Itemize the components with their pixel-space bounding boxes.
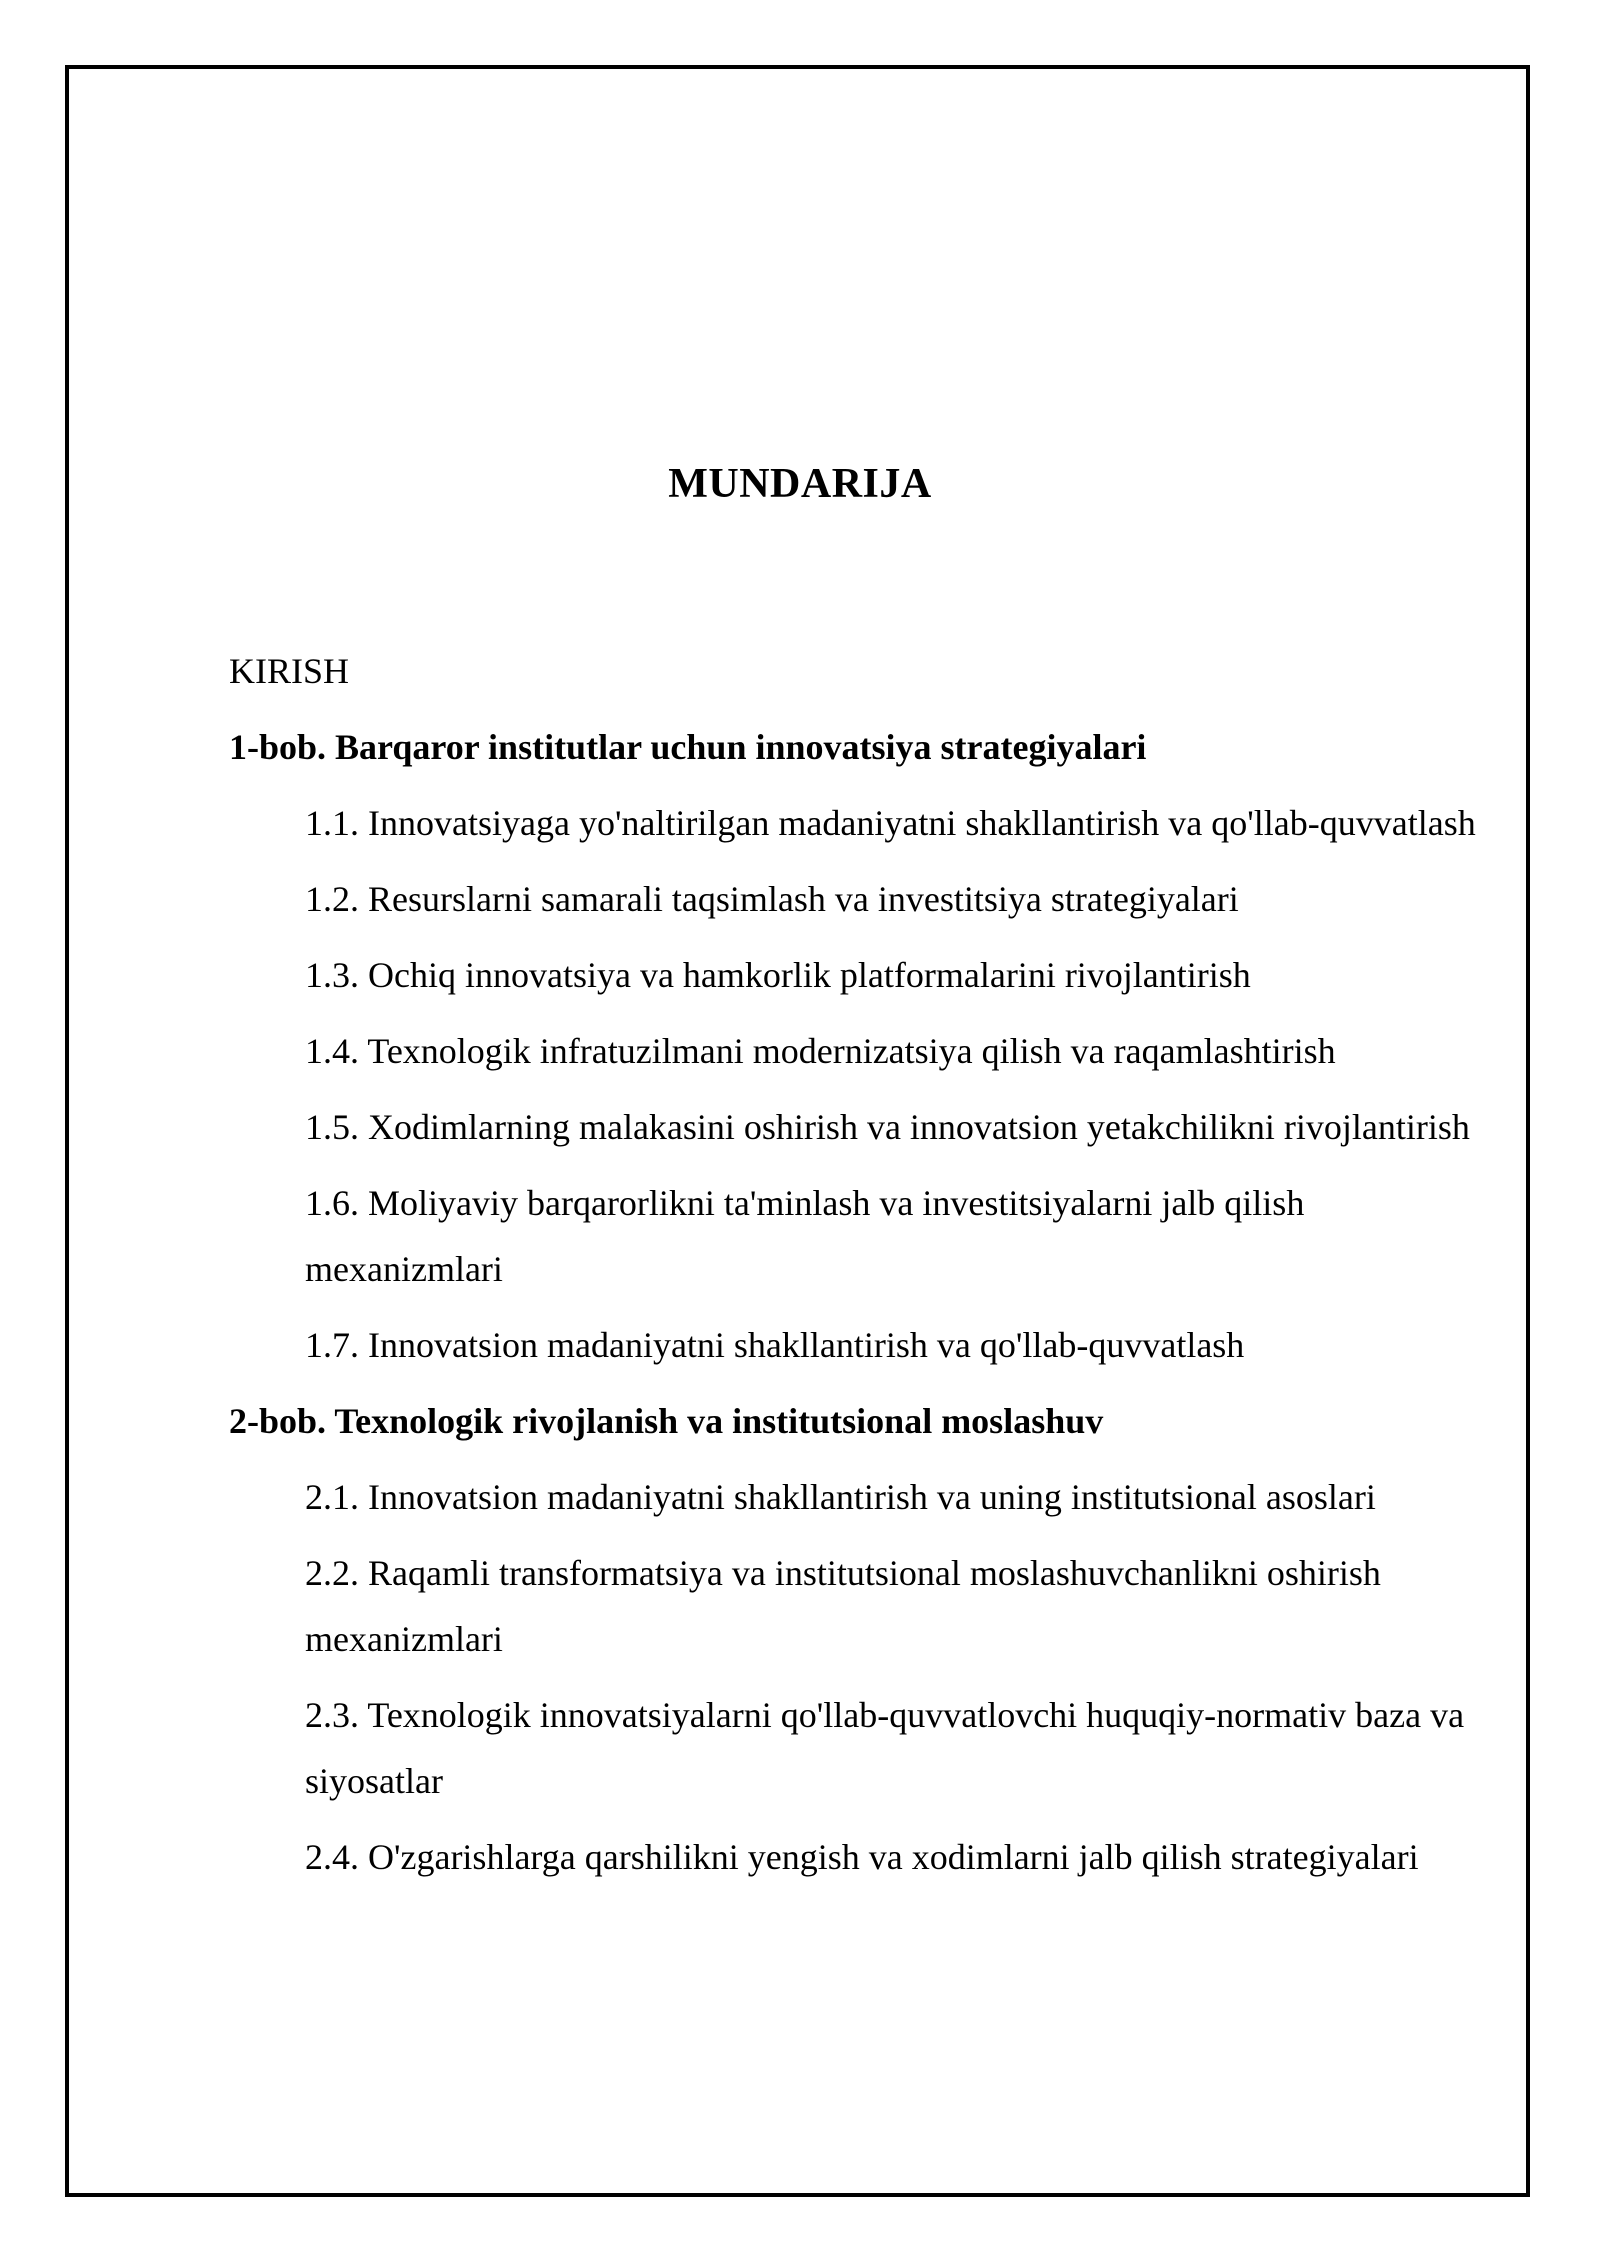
toc-section-2-1: 2.1. Innovatsion madaniyatni shakllantirish va uning institutsional asoslari <box>305 1477 1376 1517</box>
toc-entry-intro: KIRISH <box>229 651 350 691</box>
toc-section-2-3: 2.3. Texnologik innovatsiyalarni qo'llab-quvvatlovchi huquqiy-normativ baza va siyosatlar <box>305 1695 1465 1801</box>
toc-section-2-4: 2.4. O'zgarishlarga qarshilikni yengish va xodimlarni jalb qilish strategiyalari <box>305 1837 1419 1877</box>
toc-section-1-7: 1.7. Innovatsion madaniyatni shakllantirish va qo'llab-quvvatlash <box>305 1325 1245 1365</box>
toc-chapter-2: 2-bob. Texnologik rivojlanish va institutsional moslashuv <box>229 1401 1104 1441</box>
toc-section-1-5: 1.5. Xodimlarning malakasini oshirish va innovatsion yetakchilikni rivojlantirish <box>305 1107 1470 1147</box>
toc-section-1-4: 1.4. Texnologik infratuzilmani modernizatsiya qilish va raqamlashtirish <box>305 1031 1336 1071</box>
toc-section-1-3: 1.3. Ochiq innovatsiya va hamkorlik platformalarini rivojlantirish <box>305 955 1251 995</box>
toc-section-1-1: 1.1. Innovatsiyaga yo'naltirilgan madaniyatni shakllantirish va qo'llab-quvvatlash <box>305 803 1476 843</box>
toc-chapter-1: 1-bob. Barqaror institutlar uchun innovatsiya strategiyalari <box>229 727 1147 767</box>
table-of-contents <box>229 638 1489 1900</box>
toc-section-1-2: 1.2. Resurslarni samarali taqsimlash va investitsiya strategiyalari <box>305 879 1239 919</box>
toc-section-1-6: 1.6. Moliyaviy barqarorlikni ta'minlash va investitsiyalarni jalb qilish mexanizmlari <box>305 1183 1305 1289</box>
page-title: MUNDARIJA <box>668 461 932 507</box>
toc-section-2-2: 2.2. Raqamli transformatsiya va institutsional moslashuvchanlikni oshirish mexanizmlari <box>305 1553 1381 1659</box>
